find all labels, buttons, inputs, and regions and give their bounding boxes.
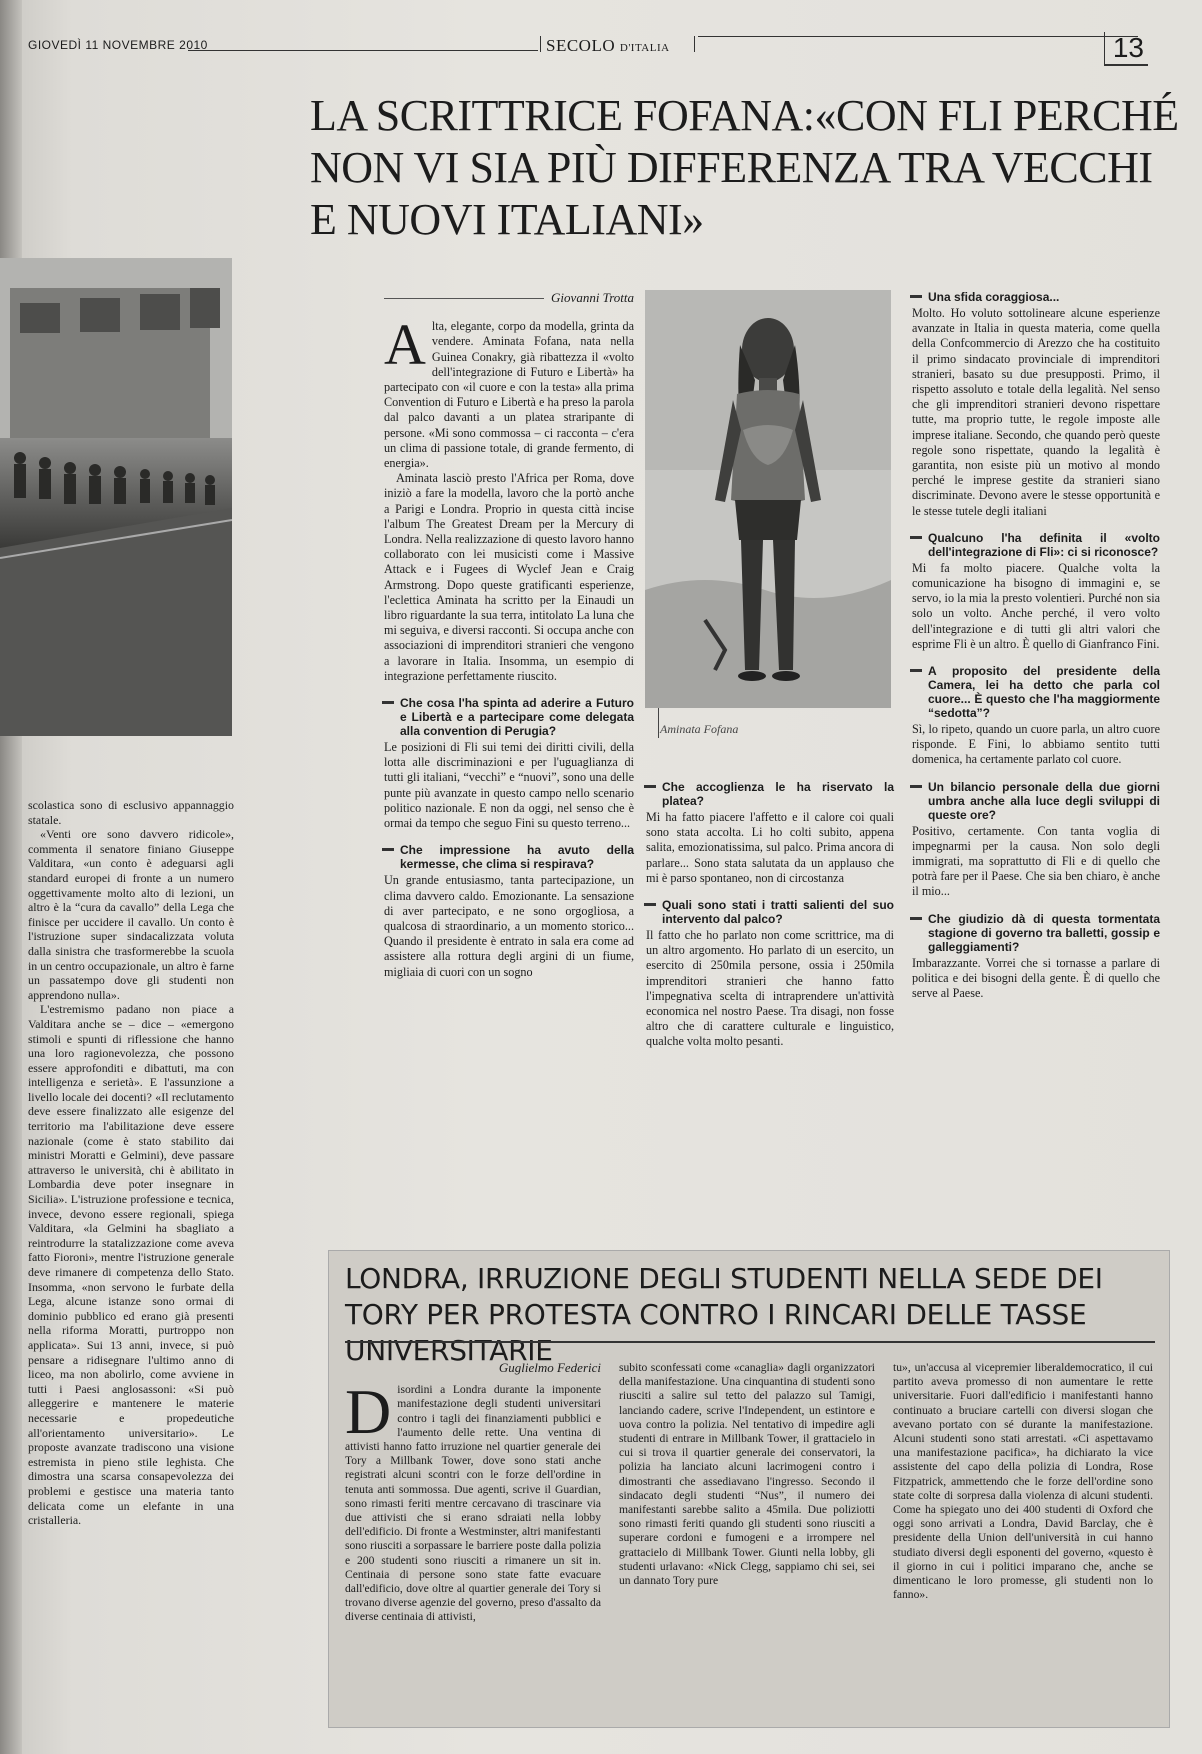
london-byline — [345, 1361, 601, 1375]
answer: Molto. Ho voluto sottolineare alcune esperienze avanzate in Italia in questa materia, come quella della Confcommercio di Arezzo che ha costituito il primo sindacato provinciale di imprenditori stranieri, basato su due presupposti. Primo, il rispetto assoluto e totale della legalità. Nel senso che gli imprenditori stranieri devono rispettare tutte, ma proprio tutte, le regole imposte alle imprese italiane. Secondo, che quando però queste regole sono rispettate, quando la legalità è garantita, non esiste più un motivo al mondo perché le imprese gestite da stranieri siano discriminate. Devono avere le stesse opportunità e le stesse tutele degli italiani — [912, 306, 1160, 518]
masthead-rule-right — [698, 36, 1138, 37]
article-paragraph: L'estremismo padano non piace a Valditara anche se – dice – «emergono stimoli e spunti di riflessione che hanno una loro ragionevolezza, che possono essere approfonditi e dibattuti, ma con intelligenza e serietà». E l'assunzione a livello locale dei docenti? «Il reclutamento deve essere finalizzato alle esigenze del territorio ma l'abilitazione deve essere nazionale (come è stato stabilito dai ministri Moratti e Gelmini), deve passare attraverso le università, chi è abilitato in Lombardia deve poter insegnare in Sicilia». L'istruzione professione e tecnica, invece, devono essere regionali, spiega Valditara, «la Gelmini ha sbagliato a reintrodurre la statalizzazione come aveva fatto Fioroni», mentre l'istruzione generale deve rimanere di competenza dello Stato. Insomma, «non servono le furbate della Lega, alcune istanze sono ormai di dominio pubblico ed erano già presenti nella riforma Moratti, purtroppo non applicata». Sui 13 anni, invece, si può pensare a ridisegnare l'ultimo anno di liceo, ma non abolirlo, come avviene in tutti i Paesi anglosassoni: «Si può alleggerire e mantenere le materie necessarie e propedeutiche all'orientamento universitario». Le proposte avanzate tradiscono una visione estremista in pieno stile leghista. Che dimostra una scarsa consapevolezza dei problemi e gestisce una materia tanto delicata come un elefante in una cristalleria. — [28, 1002, 234, 1528]
lead-text: lta, elegante, corpo da modella, grinta da vendere. Aminata Fofana, nata nella Guinea Conakry, già ribattezza il «volto dell'integrazione di Futuro e Libertà» ha partecipato con «il cuore e con la testa» alla prima Convention di Futuro e Libertà e ha preso la parola dal palco davanti a un platea straripante di persone. «Mi sono commossa – ci racconta – c'era un clima di passione totale, di grande fermento, di energia». — [384, 319, 634, 471]
paragraph-text: isordini a Londra durante la imponente manifestazione degli studenti universitari contro i tagli dei finanziamenti pubblici e l'aumento delle rette. Una ventina di attivisti hanno fatto irruzione nel quartier generale dei Tory a Millbank Tower, dove sono stati anche registrati alcuni scontri con le forze dell'ordine in tenuta anti sommossa. Due agenti, scrive il Guardian, sono rimasti feriti mentre cercavano di trascinare via due attivisti che si erano sdraiati nella lobby dell'edificio. Di fronte a Westminster, altri manifestanti sono riusciti a sorpassare le barriere poste dalla polizia e 200 studenti sono riusciti a rimanere un sit in. Centinaia di persone sono state fatte evacuare dall'edificio, dove oltre al quartier generale dei Tory si trovano diverse agenzie del governo, preso d'assalto da diverse centinaia di attivisti, — [345, 1383, 601, 1624]
aminata-fofana-photo — [645, 290, 891, 708]
byline-author: Guglielmo Federici — [498, 1360, 601, 1375]
question: Qualcuno l'ha definita il «volto dell'integrazione di Fli»: ci si riconosce? — [912, 531, 1160, 559]
left-article-column — [28, 798, 234, 1528]
london-article-box — [328, 1250, 1170, 1728]
newspaper-name — [546, 36, 670, 56]
question: Che giudizio dà di questa tormentata stagione di governo tra balletti, gossip e galleggiamenti? — [912, 912, 1160, 954]
article-lead — [384, 312, 634, 471]
article-paragraph: tu», un'accusa al vicepremier liberaldemocratico, il cui partito aveva promesso di non aumentare le rette universitarie. Fuori dall'edificio i manifestanti hanno continuato a bruciare cartelli con diversi slogan che avevano portato con sé durante la manifestazione. Alcuni studenti sono stati arrestati. «Ci aspettavamo una manifestazione pacifica», ha dichiarato la vice assistente del capo della polizia di Londra, Rose Fitzpatrick, ammettendo che le forze dell'ordine sono state colte di sorpresa dalla violenza di alcuni studenti. Come ha spiegato uno dei 400 studenti di Oxford che oggi sono arrivati a Londra, David Barclay, che è presidente della Union dell'università in cui hanno studiato diversi degli esponenti del governo, «questo è il giorno in cui i politici imparano che, anche se dimenticano le loro promesse, gli studenti non lo fanno». — [893, 1361, 1153, 1602]
london-column-3 — [893, 1361, 1153, 1602]
issue-date: GIOVEDÌ 11 NOVEMBRE 2010 — [28, 38, 208, 52]
byline-author: Giovanni Trotta — [551, 290, 634, 305]
question: Che impressione ha avuto della kermesse, che clima si respirava? — [384, 843, 634, 871]
photo-caption: Aminata Fofana — [660, 722, 739, 736]
byline-rule — [384, 298, 544, 299]
article-paragraph: «Venti ore sono davvero ridicole», commenta il senatore finiano Giuseppe Valditara, «un conto è adeguarsi agli standard europei di fronte a un numero oggettivamente molto alto di lezioni, un altro è la “cura da cavallo” della Lega che finisce per uccidere il cavallo. Un conto è l'istruzione super sindacalizzata voluta dalla sinistra che trasformerebbe la scuola in un centro occupazionale, un altro è farne un passatempo dove gli studenti non apprendono nulla». — [28, 827, 235, 1002]
answer: Imbarazzante. Vorrei che si tornasse a parlare di politica e dei bisogni della gente. È di quello che serve al Paese. — [912, 955, 1160, 1001]
masthead-rule-left — [188, 50, 538, 51]
answer: Il fatto che ho parlato non come scrittrice, ma di un altro argomento. Ho parlato di un esercito, un esercito di 250mila persone, ossia i 250mila imprenditori stranieri che hanno fatto l'impegnativa scelta di intraprendere un'attività economica nel nostro Paese. Tra disagi, non fosse altro che di carattere culturale e linguistico, qualche volta molto pesanti. — [646, 928, 894, 1049]
school-crowd-photo — [0, 258, 232, 736]
article-column-1 — [384, 290, 634, 980]
dropcap: D — [345, 1376, 392, 1448]
london-headline: LONDRA, IRRUZIONE DEGLI STUDENTI NELLA SEDE DEI TORY PER PROTESTA CONTRO I RINCARI DELLE TASSE UNIVERSITARIE — [345, 1262, 1103, 1367]
answer: Mi fa molto piacere. Qualche volta la comunicazione ha bisogno di immagini e, se servo, io la mia la presto volentieri. Purché non sia solo un volto. Anche perché, il vero volto dell'integrazione e di tutti gli altri valori che esprime Fli è un altro. È quello di Gianfranco Fini. — [912, 560, 1160, 651]
article-column-4 — [912, 290, 1160, 1001]
article-paragraph: subito sconfessati come «canaglia» dagli organizzatori della manifestazione. Una cinquantina di studenti sono riusciti a salire sul tetto del palazzo sul Tamigi, lanciando cadere, scrive l'Independent, un estintore e uova contro la polizia. Nel tentativo di impedire agli studenti di entrare in Millbank Tower, il grattacielo in cui si trova il quartier generale dei conservatori, la polizia ha lanciato alcuni lacrimogeni contro i dimostranti che assediavano l'ingresso. Secondo il sindacato degli studenti “Nus”, il numero dei manifestanti sarebbe salito a 45mila. Due poliziotti sono rimasti feriti quando gli studenti sono riusciti a superare cordoni e fumogeni e a irrompere nel grattacielo di Millbank Tower. Giunti nella lobby, gli studenti urlavano: «Nick Clegg, sappiamo chi sei, sei un dannato Tory pure — [619, 1361, 875, 1588]
page-number: 13 — [1104, 32, 1148, 66]
main-headline: LA SCRITTRICE FOFANA:«CON FLI PERCHÉ NON VI SIA PIÙ DIFFERENZA TRA VECCHI E NUOVI ITALIANI» — [310, 91, 1179, 244]
masthead-bar — [540, 36, 541, 52]
london-column-1 — [345, 1361, 601, 1625]
question: Quali sono stati i tratti salienti del suo intervento dal palco? — [646, 898, 894, 926]
article-paragraph — [345, 1376, 601, 1624]
masthead-bar — [694, 36, 695, 52]
question: A proposito del presidente della Camera, lei ha detto che parla col cuore... È questo che l'ha maggiormente “sedotta”? — [912, 664, 1160, 720]
answer: Le posizioni di Fli sui temi dei diritti civili, della lotta alle discriminazioni e per l'uguaglianza di tutti gli italiani, “vecchi” e “nuovi”, sono una delle punte più avanzate in questo campo nello scenario politico nazionale. E non da oggi, nel senso che è ormai da tempo che seguo Fini su questo terreno... — [384, 740, 634, 831]
masthead — [28, 30, 1188, 70]
answer: Mi ha fatto piacere l'affetto e il calore coi quali sono stata accolta. Li ho colti subito, appena salita, emozionatissima, sul palco. Prima ancora di parlare... Sono stata salutata da un applauso che mi è parso spontaneo, non di circostanza — [646, 810, 894, 885]
article-column-3 — [646, 768, 894, 1050]
question: Una sfida coraggiosa... — [912, 290, 1160, 304]
answer: Positivo, certamente. Con tanta voglia di impegnarmi per la causa. Non solo degli immigrati, ma soprattutto di Fli e di quello che potrà fare per il Paese. Che sia ben chiaro, è anche il mio... — [912, 823, 1160, 899]
question: Che accoglienza le ha riservato la platea? — [646, 780, 894, 808]
dropcap: A — [384, 312, 426, 378]
main-byline — [384, 290, 634, 305]
london-column-2 — [619, 1361, 875, 1588]
answer: Un grande entusiasmo, tanta partecipazione, un clima davvero caldo. Emozionante. La sensazione di aver partecipato, e ne sono orgogliosa, a qualcosa di straordinario, a un momento storico... Quando il presidente è entrato in sala era come ad assistere alla rottura degli argini di un fiume, migliaia di cuori con un sogno — [384, 873, 634, 979]
newspaper-name-suffix: D'ITALIA — [619, 42, 670, 54]
newspaper-name-main: SECOLO — [546, 36, 616, 55]
question: Che cosa l'ha spinta ad aderire a Futuro e Libertà e a partecipare come delegata alla convention di Perugia? — [384, 696, 634, 738]
article-paragraph: scolastica sono di esclusivo appannaggio statale. — [28, 798, 234, 827]
answer: Sì, lo ripeto, quando un cuore parla, un altro cuore risponde. E Fini, lo abbiamo sentito tutti domenica, ha certamente parlato col cuore. — [912, 722, 1160, 767]
headline-rule — [345, 1341, 1155, 1343]
question: Un bilancio personale della due giorni umbra anche alla luce degli sviluppi di queste ore? — [912, 780, 1160, 822]
article-paragraph: Aminata lasciò presto l'Africa per Roma, dove iniziò a fare la modella, lavoro che la portò anche a Parigi e Londra. Proprio in questa città incise l'album The Greatest Dream per la Mercury di Londra. Nella realizzazione di questo lavoro hanno collaborato con lei musicisti come i Massive Attack e i Fugees di Wyclef Jean e Craig Armstrong. Dopo queste gratificanti esperienze, l'eclettica Aminata ha scritto per la Einaudi un libro riguardante la sua terra, intitolato La luna che mi seguiva, e diversi racconti. Si occupa anche con associazioni di imprenditori stranieri che vengono a lavorare in Italia. Insomma, un esempio di integrazione perfettamente riuscito. — [384, 471, 634, 683]
caption-bar — [658, 708, 659, 738]
